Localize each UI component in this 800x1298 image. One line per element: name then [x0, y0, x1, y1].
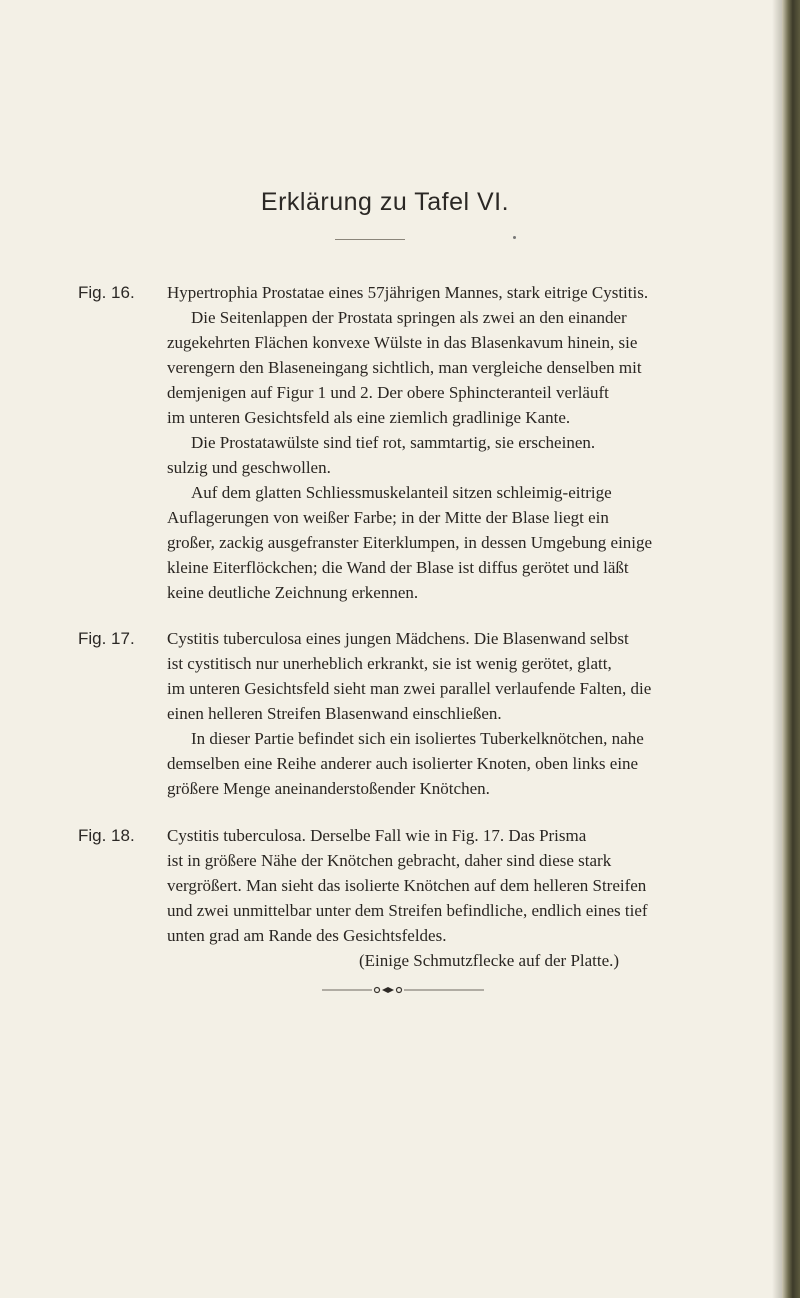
fig-16-line: Die Prostatawülste sind tief rot, sammtartig, sie erscheinen. [191, 433, 596, 452]
fig-16-line: zugekehrten Flächen konvexe Wülste in das Blasenkavum hinein, sie [167, 333, 638, 352]
fig-17-line: In dieser Partie befindet sich ein isoliertes Tuberkelknötchen, nahe [191, 729, 644, 748]
fig-17-label: Fig. 17. [78, 629, 135, 648]
page-edge-shadow [772, 0, 782, 1298]
fig-16-label: Fig. 16. [78, 283, 135, 302]
fig-16-line: kleine Eiterflöckchen; die Wand der Blase ist diffus gerötet und läßt [167, 558, 629, 577]
fig-18-line: und zwei unmittelbar unter dem Streifen befindliche, endlich eines tief [167, 901, 648, 920]
fig-16-line: keine deutliche Zeichnung erkennen. [167, 583, 419, 602]
fig-18-line: Cystitis tuberculosa. Derselbe Fall wie in Fig. 17. Das Prisma [167, 826, 587, 845]
title-rule [335, 239, 405, 240]
fig-16-line: großer, zackig ausgefranster Eiterklumpen, in dessen Umgebung einige [167, 533, 653, 552]
fig-17-line: größere Menge aneinanderstoßender Knötchen. [167, 779, 490, 798]
fig-17-line: einen helleren Streifen Blasenwand einschließen. [167, 704, 502, 723]
fig-18-line: (Einige Schmutzflecke auf der Platte.) [359, 951, 620, 970]
page-title: Erklärung zu Tafel VI. [260, 188, 510, 216]
fig-17-line: im unteren Gesichtsfeld sieht man zwei parallel verlaufende Falten, die [167, 679, 652, 698]
fig-16-line: Auf dem glatten Schliessmuskelanteil sitzen schleimig-eitrige [191, 483, 612, 502]
fig-16-line: verengern den Blaseneingang sichtlich, man vergleiche denselben mit [167, 358, 642, 377]
fig-18-line: ist in größere Nähe der Knötchen gebracht, daher sind diese stark [167, 851, 612, 870]
fig-17-line: Cystitis tuberculosa eines jungen Mädchens. Die Blasenwand selbst [167, 629, 629, 648]
fig-18-line: vergrößert. Man sieht das isolierte Knötchen auf dem helleren Streifen [167, 876, 647, 895]
fig-16-line: Die Seitenlappen der Prostata springen als zwei an den einander [191, 308, 627, 327]
fig-16-line: sulzig und geschwollen. [167, 458, 331, 477]
fig-18-line: unten grad am Rande des Gesichtsfeldes. [167, 926, 447, 945]
fig-18-label: Fig. 18. [78, 826, 135, 845]
fig-16-line: Auflagerungen von weißer Farbe; in der Mitte der Blase liegt ein [167, 508, 609, 527]
title-dot [513, 236, 516, 239]
page-edge [782, 0, 800, 1298]
fig-16-line: im unteren Gesichtsfeld als eine ziemlich gradlinige Kante. [167, 408, 571, 427]
fig-17-line: demselben eine Reihe anderer auch isolierter Knoten, oben links eine [167, 754, 639, 773]
fig-16-line: Hypertrophia Prostatae eines 57jährigen Mannes, stark eitrige Cystitis. [167, 283, 649, 302]
fig-16-line: demjenigen auf Figur 1 und 2. Der obere Sphincteranteil verläuft [167, 383, 609, 402]
closing-ornament [322, 984, 484, 996]
fig-17-line: ist cystitisch nur unerheblich erkrankt, sie ist wenig gerötet, glatt, [167, 654, 612, 673]
